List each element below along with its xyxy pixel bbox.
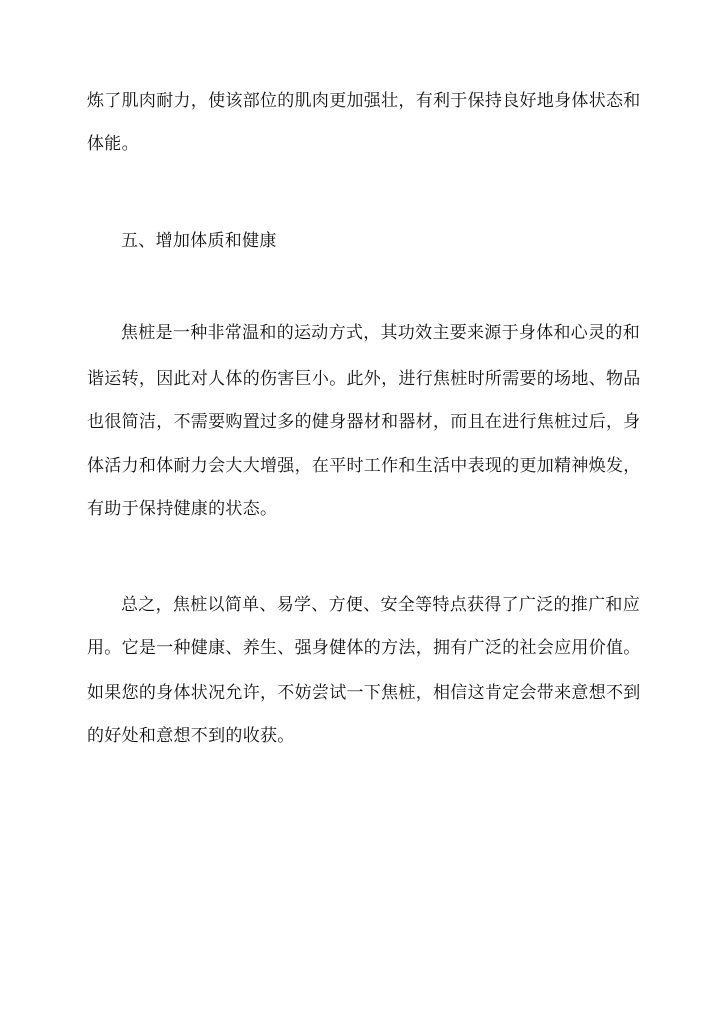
paragraph-3-line-3: 如果您的身体状况允许，不妨尝试一下焦桩，相信这肯定会带来意想不到 — [87, 683, 641, 703]
paragraph-1-line-2: 体能。 — [87, 134, 139, 154]
paragraph-1-line-1: 炼了肌肉耐力，使该部位的肌肉更加强壮，有利于保持良好地身体状态和 — [87, 91, 641, 111]
paragraph-2-line-1: 焦桩是一种非常温和的运动方式，其功效主要来源于身体和心灵的和 — [121, 323, 640, 343]
paragraph-3-line-1: 总之，焦桩以简单、易学、方便、安全等特点获得了广泛的推广和应 — [121, 595, 640, 615]
paragraph-2-line-3: 也很简洁，不需要购置过多的健身器材和器材，而且在进行焦桩过后，身 — [87, 412, 641, 432]
paragraph-2-line-5: 有助于保持健康的状态。 — [87, 499, 278, 519]
paragraph-2-line-4: 体活力和体耐力会大大增强，在平时工作和生活中表现的更加精神焕发， — [87, 456, 641, 476]
paragraph-3-line-4: 的好处和意想不到的收获。 — [87, 726, 295, 746]
section-heading: 五、增加体质和健康 — [121, 231, 277, 251]
paragraph-3-line-2: 用。它是一种健康、养生、强身健体的方法，拥有广泛的社会应用价值。 — [87, 638, 641, 658]
paragraph-2-line-2: 谐运转，因此对人体的伤害巨小。此外，进行焦桩时所需要的场地、物品 — [87, 369, 641, 389]
